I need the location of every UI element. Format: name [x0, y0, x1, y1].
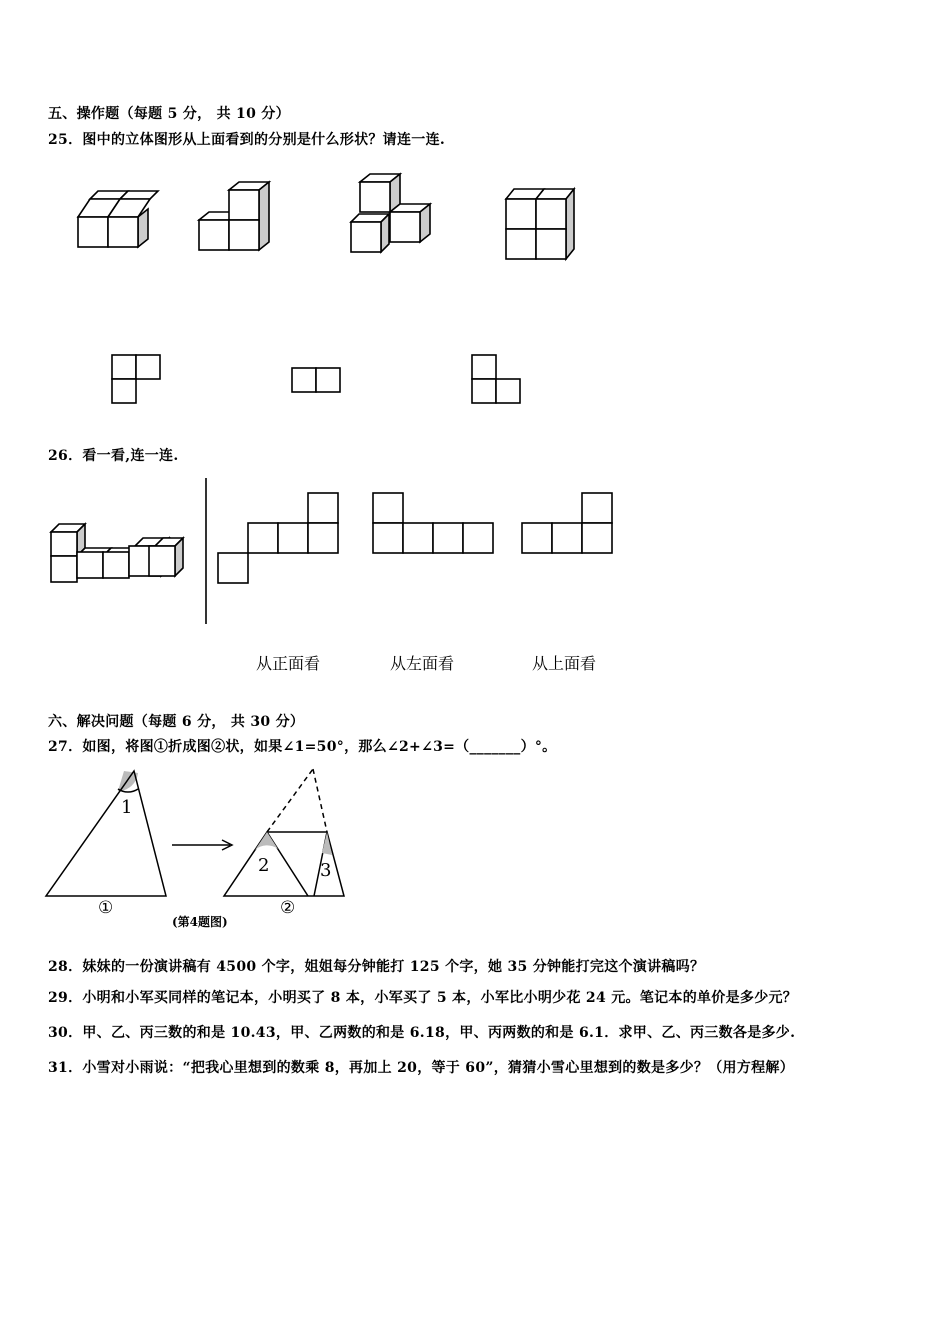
figure-caption: (第4题图): [172, 915, 228, 929]
question-31-text: 31．小雪对小雨说：“把我心里想到的数乘 8，再加上 20，等于 60”，猜猜小雪心里想到的数是多少？（用方程解）: [48, 1060, 795, 1076]
q26-view-shape-3: [521, 492, 615, 556]
section-five-heading: 五、操作题（每题 5 分， 共 10 分）: [48, 106, 290, 122]
q25-top-view-2: [291, 367, 343, 395]
q26-solid-figure: [44, 518, 186, 588]
section-six-heading: 六、解决问题（每题 6 分， 共 30 分）: [48, 714, 305, 730]
q25-solid-d: [500, 184, 580, 264]
angle-3-label: 3: [320, 860, 332, 881]
q26-view-shape-2: [372, 492, 496, 556]
q25-solid-b: [192, 176, 277, 256]
view-label-front: 从正面看: [256, 654, 321, 673]
q25-solid-a: [70, 190, 160, 252]
q25-top-view-3: [471, 354, 523, 406]
q26-divider-line: [204, 478, 208, 624]
question-26-text: 26．看一看,连一连.: [48, 448, 179, 464]
q26-view-shape-1: [217, 492, 341, 586]
q27-fold-figure: [40, 763, 360, 933]
q25-top-view-1: [111, 354, 163, 406]
question-28-text: 28．妹妹的一份演讲稿有 4500 个字，姐姐每分钟能打 125 个字，她 35 分钟能打完这个演讲稿吗？: [48, 959, 705, 975]
angle-1-label: 1: [121, 797, 133, 818]
figure-2-label: ②: [280, 898, 296, 918]
question-29-text: 29．小明和小军买同样的笔记本，小明买了 8 本，小军买了 5 本，小军比小明少花 24 元。笔记本的单价是多少元？: [48, 990, 798, 1006]
q25-solid-c: [345, 168, 435, 258]
question-25-text: 25．图中的立体图形从上面看到的分别是什么形状？请连一连.: [48, 132, 446, 148]
view-label-top: 从上面看: [532, 654, 597, 673]
view-label-left: 从左面看: [390, 654, 455, 673]
question-30-text: 30．甲、乙、丙三数的和是 10.43，甲、乙两数的和是 6.18，甲、丙两数的和是 6.1．求甲、乙、丙三数各是多少.: [48, 1025, 796, 1041]
figure-1-label: ①: [98, 898, 114, 918]
question-27-text: 27．如图，将图①折成图②状，如果∠1=50°，那么∠2+∠3=（_______）°。: [48, 739, 557, 755]
angle-2-label: 2: [258, 855, 270, 876]
